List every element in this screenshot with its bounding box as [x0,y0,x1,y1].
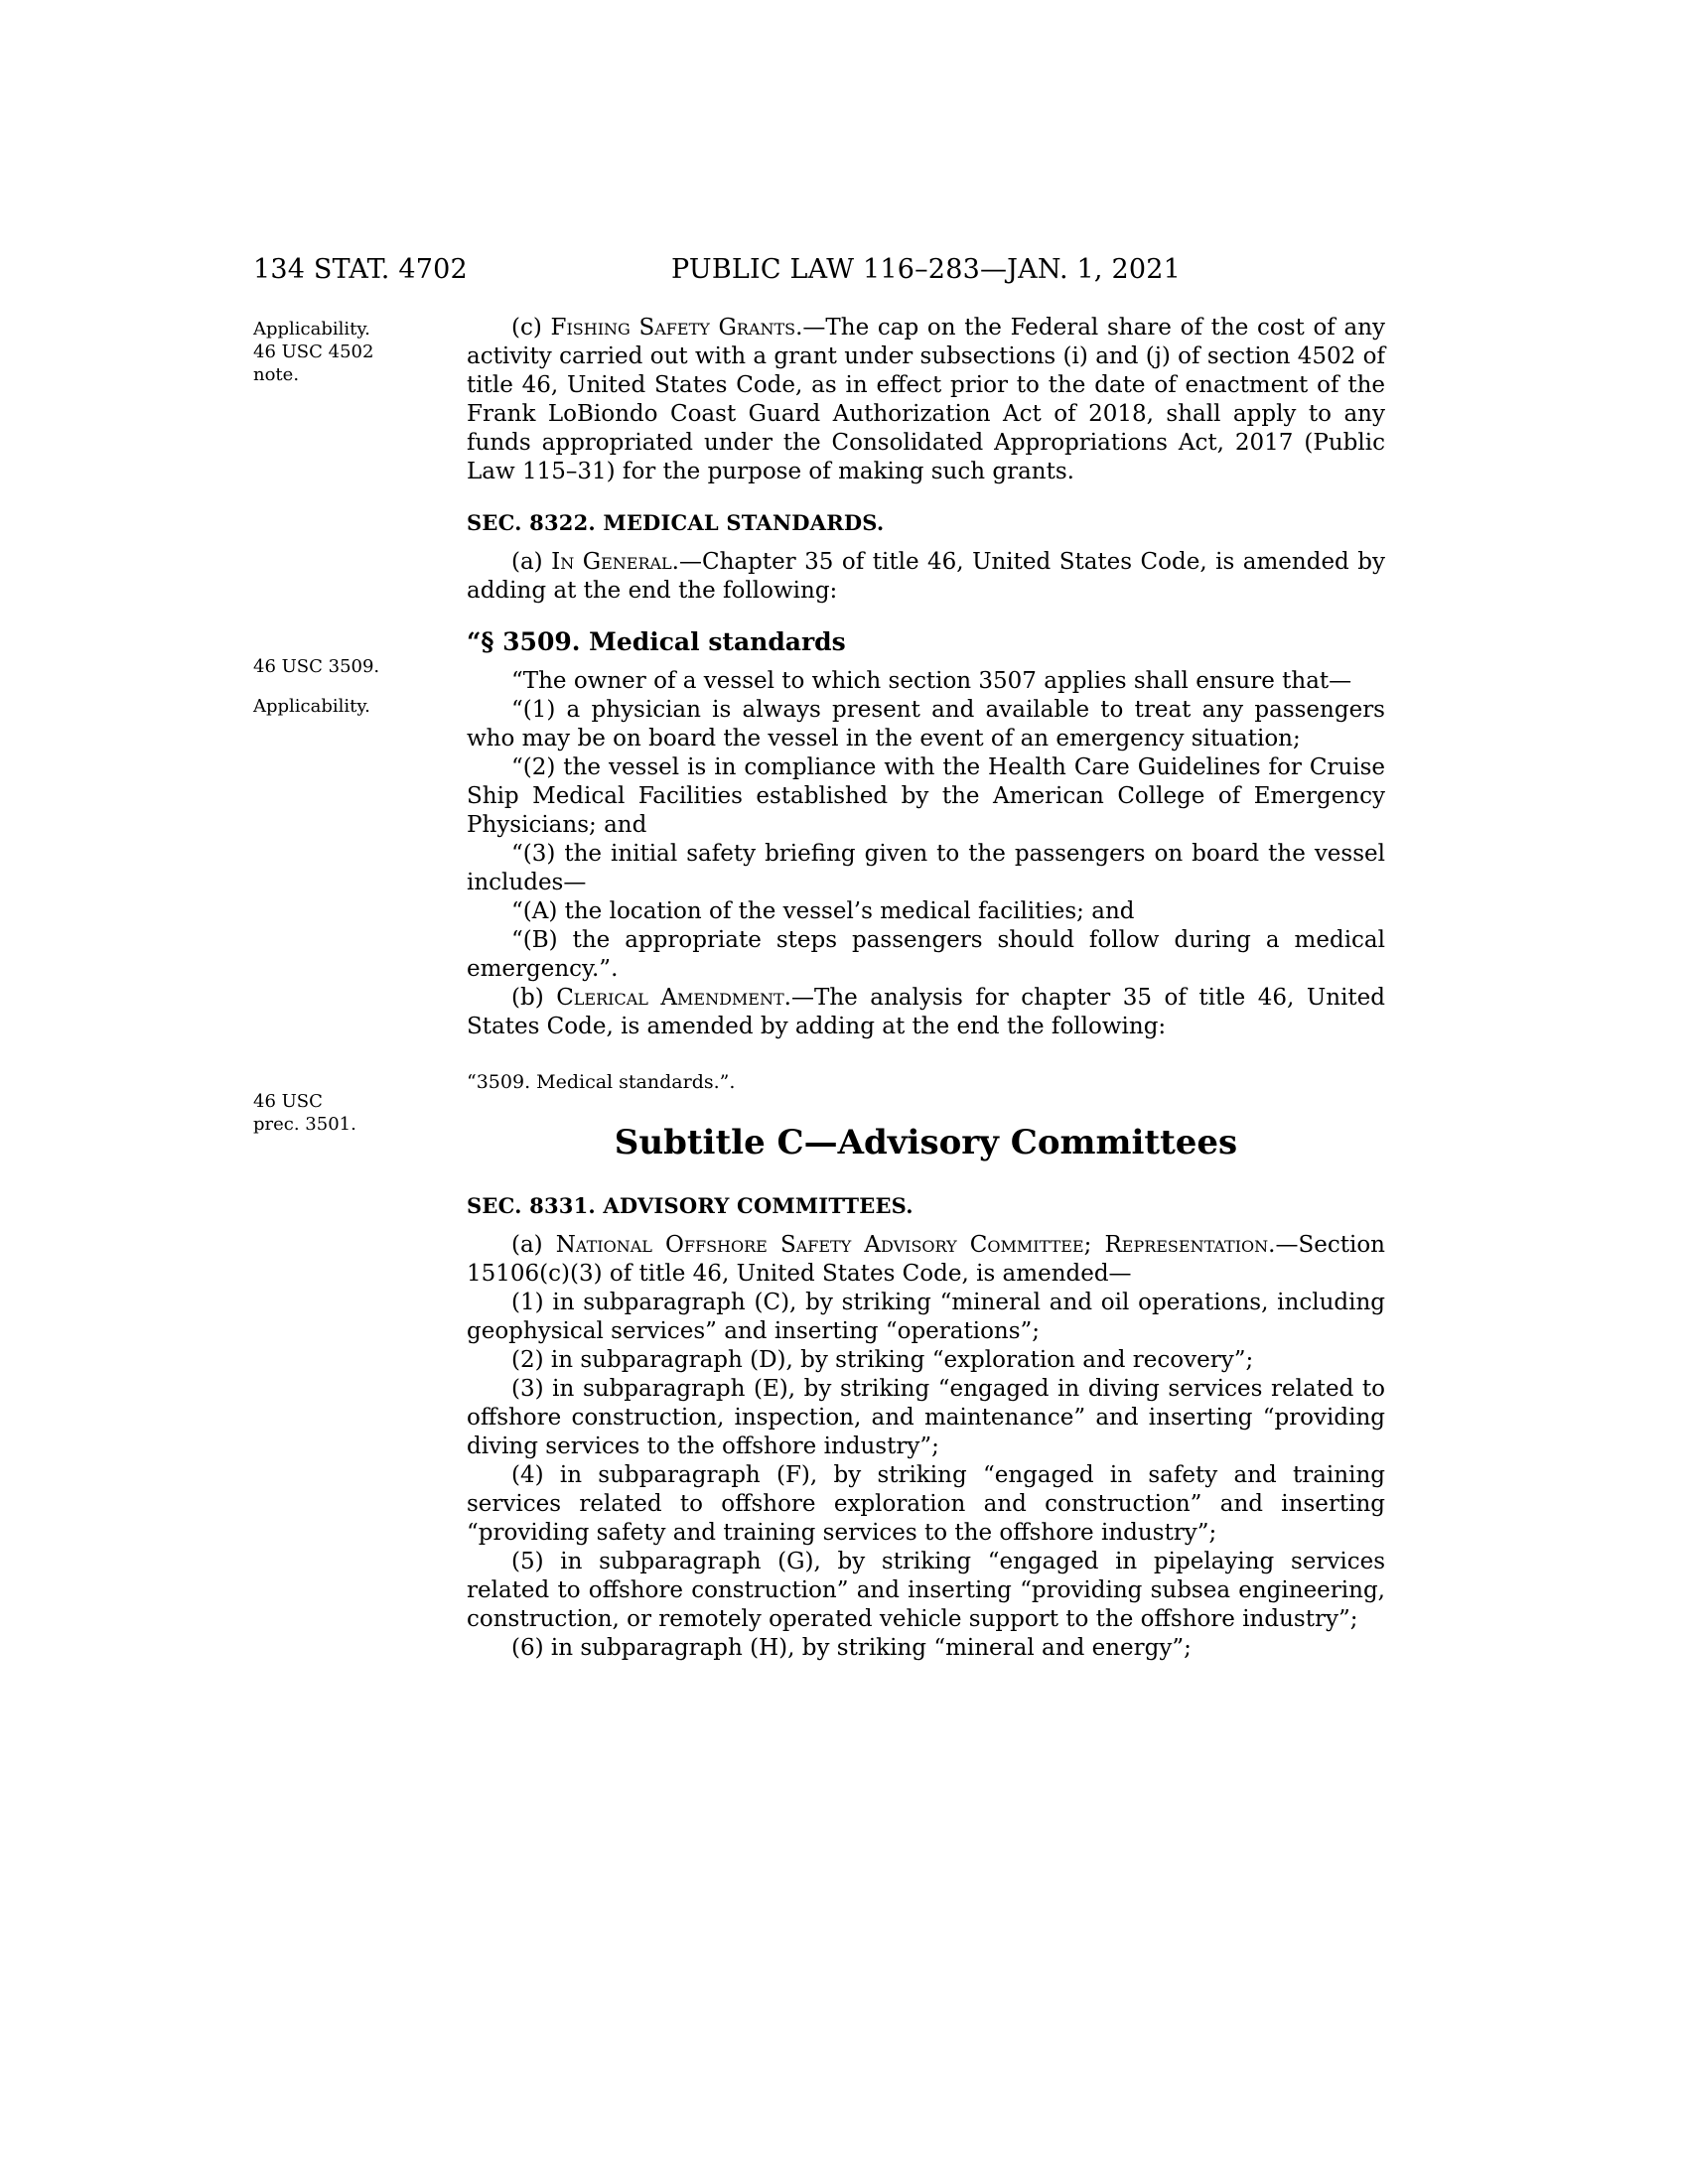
para-smallcaps-label: National Offshore Safety Advisory Committee; Representation [555,1232,1269,1258]
margin-note-line: 46 USC 3509. [253,656,380,677]
para-smallcaps-label: Fishing Safety Grants [550,315,796,341]
para-national-offshore [467,1231,1385,1289]
para-number: (b) [511,985,557,1011]
para-3509-item-1: “(1) a physician is always present and available to treat any passengers who may be on board the vessel in the event of an emergency situation; [467,697,1385,751]
margin-note-line: prec. 3501. [253,1114,356,1135]
heading-sec-8322: SEC. 8322. MEDICAL STANDARDS. [467,510,885,535]
para-text: .—Chapter 35 of title 46, United States Code, is amended by adding at the end the following: [467,549,1385,604]
margin-note-applicability-3509 [253,695,447,718]
para-smallcaps-label: In General [551,549,672,575]
margin-note-46usc-prec-3501 [253,1090,447,1136]
body-column [467,314,1385,1663]
para-in-general [467,548,1385,606]
para-8331-item-5: (5) in subparagraph (G), by striking “engaged in pipelaying services related to offshore construction” and inserting “providing subsea engineering, construction, or remotely operated vehicle support to the offshore industry”; [467,1549,1385,1632]
margin-note-line: Applicability. [253,319,370,340]
margin-note-46usc3509 [253,655,447,678]
margin-note-applicability-4502 [253,318,447,386]
para-3509-subitem-A: “(A) the location of the vessel’s medical facilities; and [511,898,1135,924]
heading-section-3509: “§ 3509. Medical standards [467,627,846,656]
stat-page-number: 134 STAT. 4702 [253,254,468,285]
margin-note-line: 46 USC 4502 [253,341,374,362]
para-3509-intro: “The owner of a vessel to which section 3507 applies shall ensure that— [511,668,1352,694]
para-8331-item-3: (3) in subparagraph (E), by striking “engaged in diving services related to offshore construction, inspection, and maintenance” and inserting “providing diving services to the offshore industry”; [467,1376,1385,1459]
margin-note-line: note. [253,364,300,385]
margin-note-line: 46 USC [253,1091,323,1112]
para-clerical-amendment [467,984,1385,1041]
para-8331-item-4: (4) in subparagraph (F), by striking “engaged in safety and training services related to offshore exploration and construction” and inserting “providing safety and training services to the offshore industry”; [467,1462,1385,1546]
para-3509-subitem-B: “(B) the appropriate steps passengers should follow during a medical emergency.”. [467,927,1385,982]
para-3509-item-3: “(3) the initial safety briefing given to the passengers on board the vessel includes— [467,841,1385,895]
heading-sec-8331: SEC. 8331. ADVISORY COMMITTEES. [467,1193,914,1218]
para-number: (a) [511,1232,556,1258]
para-fishing-safety-grants [467,314,1385,486]
public-law-header: PUBLIC LAW 116–283—JAN. 1, 2021 [670,254,1181,285]
heading-subtitle-c: Subtitle C—Advisory Committees [614,1123,1238,1162]
para-8331-item-1: (1) in subparagraph (C), by striking “mineral and oil operations, including geophysical services” and inserting “operations”; [467,1290,1385,1344]
para-text: .—The analysis for chapter 35 of title 46, United States Code, is amended by adding at the end the following: [467,985,1385,1039]
para-8331-item-6: (6) in subparagraph (H), by striking “mineral and energy”; [511,1635,1192,1661]
para-8331-item-2: (2) in subparagraph (D), by striking “exploration and recovery”; [511,1347,1254,1373]
margin-note-line: Applicability. [253,696,370,717]
para-smallcaps-label: Clerical Amendment [556,985,784,1011]
para-text: .—The cap on the Federal share of the cost of any activity carried out with a grant under subsections (i) and (j) of section 4502 of title 46, United States Code, as in effect prior to the date of enactment of the Frank LoBiondo Coast Guard Authorization Act of 2018, shall apply to any funds appropriated under the Consolidated Appropriations Act, 2017 (Public Law 115–31) for the purpose of making such grants. [467,315,1386,484]
para-text: .—Section 15106(c)(3) of title 46, United States Code, is amended— [467,1232,1385,1287]
analysis-table-entry: “3509. Medical standards.”. [467,1071,736,1093]
para-3509-item-2: “(2) the vessel is in compliance with the Health Care Guidelines for Cruise Ship Medical Facilities established by the American College of Emergency Physicians; and [467,754,1385,838]
para-number: (a) [511,549,552,575]
para-number: (c) [511,315,551,341]
